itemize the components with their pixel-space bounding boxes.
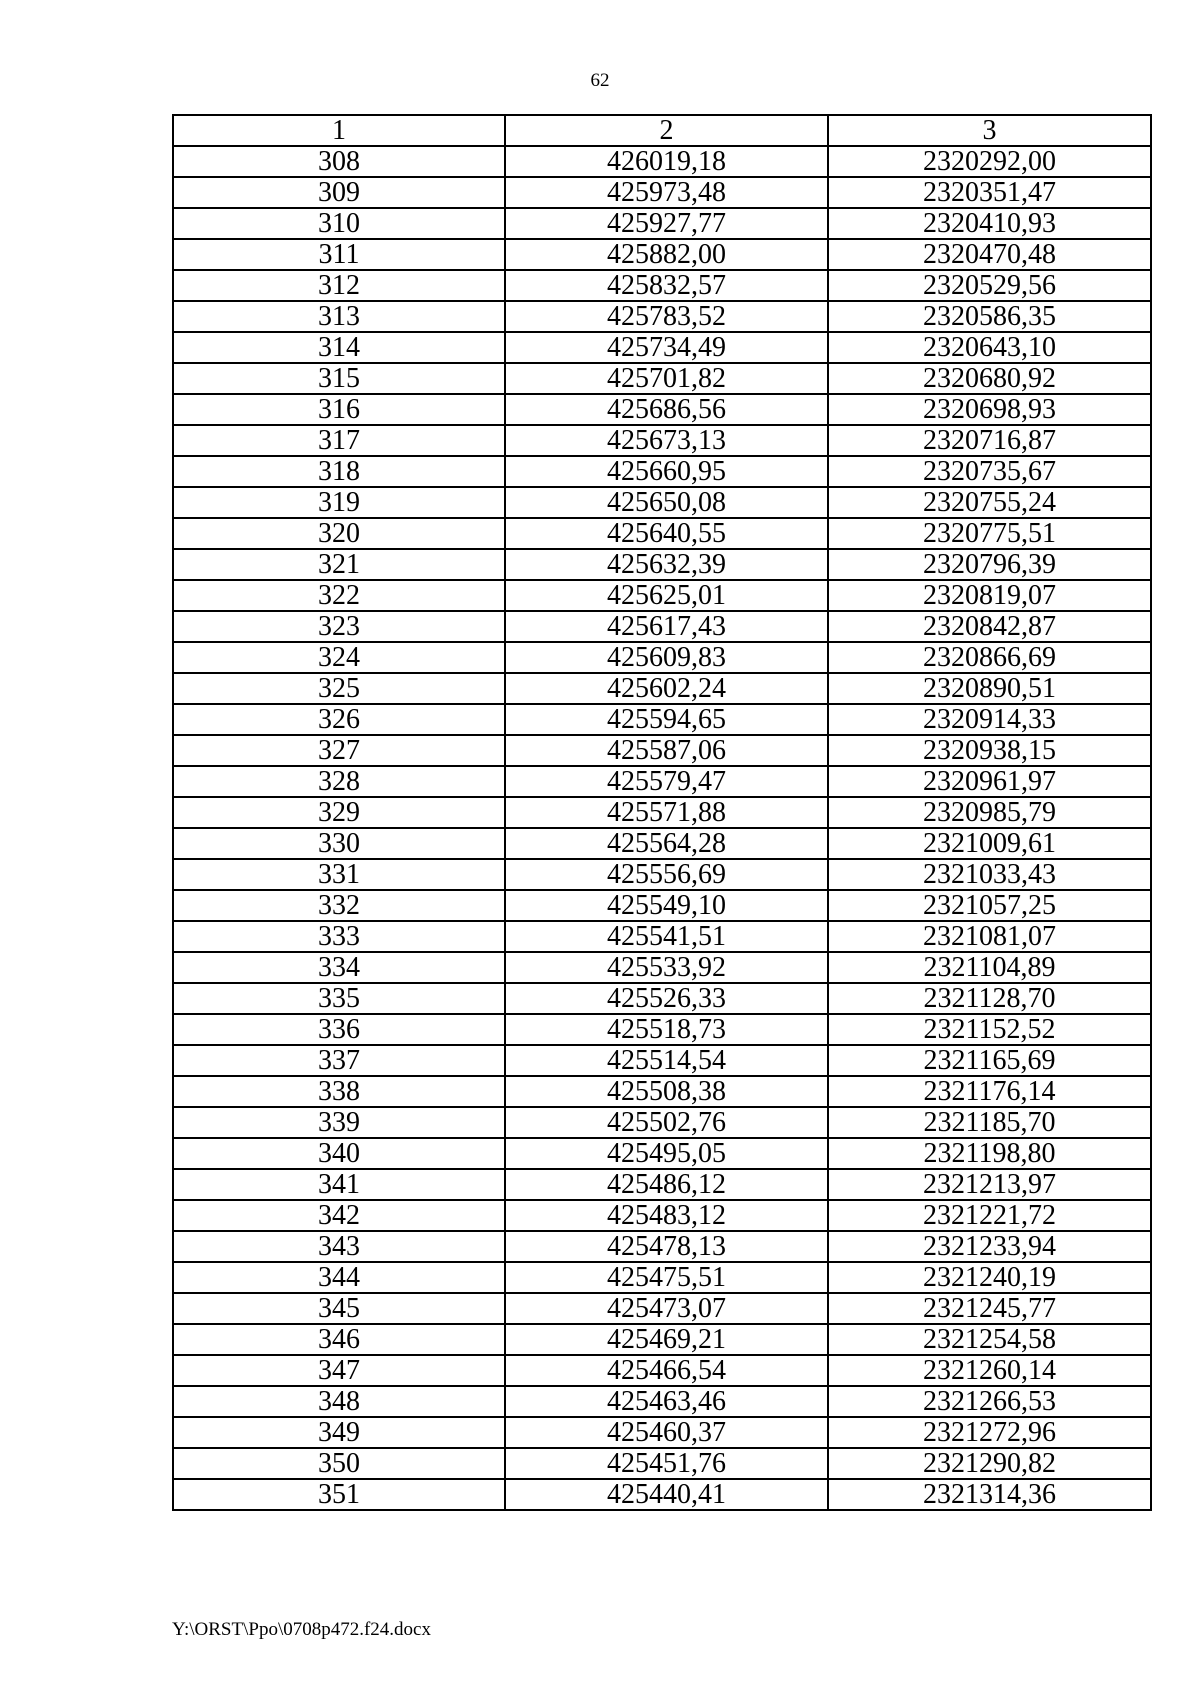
table-row xyxy=(173,270,1151,301)
y-coordinate-cell: 2321290,82 xyxy=(828,1448,1151,1479)
table-row xyxy=(173,859,1151,890)
table-row xyxy=(173,1324,1151,1355)
table-row xyxy=(173,1138,1151,1169)
y-coordinate-cell: 2320842,87 xyxy=(828,611,1151,642)
point-number-cell: 336 xyxy=(173,1014,505,1045)
y-coordinate-cell: 2321266,53 xyxy=(828,1386,1151,1417)
x-coordinate-cell: 425556,69 xyxy=(505,859,828,890)
point-number-cell: 316 xyxy=(173,394,505,425)
y-coordinate-cell: 2321240,19 xyxy=(828,1262,1151,1293)
table-row xyxy=(173,363,1151,394)
point-number-cell: 309 xyxy=(173,177,505,208)
point-number-cell: 334 xyxy=(173,952,505,983)
y-coordinate-cell: 2321128,70 xyxy=(828,983,1151,1014)
y-coordinate-cell: 2320529,56 xyxy=(828,270,1151,301)
point-number-cell: 315 xyxy=(173,363,505,394)
y-coordinate-cell: 2321057,25 xyxy=(828,890,1151,921)
table-row xyxy=(173,1355,1151,1386)
table-row xyxy=(173,549,1151,580)
point-number-cell: 331 xyxy=(173,859,505,890)
x-coordinate-cell: 425440,41 xyxy=(505,1479,828,1510)
y-coordinate-cell: 2321221,72 xyxy=(828,1200,1151,1231)
x-coordinate-cell: 425625,01 xyxy=(505,580,828,611)
point-number-cell: 341 xyxy=(173,1169,505,1200)
point-number-cell: 337 xyxy=(173,1045,505,1076)
y-coordinate-cell: 2320698,93 xyxy=(828,394,1151,425)
point-number-cell: 326 xyxy=(173,704,505,735)
y-coordinate-cell: 2321233,94 xyxy=(828,1231,1151,1262)
point-number-cell: 342 xyxy=(173,1200,505,1231)
point-number-cell: 332 xyxy=(173,890,505,921)
y-coordinate-cell: 2321009,61 xyxy=(828,828,1151,859)
point-number-cell: 329 xyxy=(173,797,505,828)
point-number-cell: 323 xyxy=(173,611,505,642)
point-number-cell: 314 xyxy=(173,332,505,363)
y-coordinate-cell: 2321314,36 xyxy=(828,1479,1151,1510)
page-number: 62 xyxy=(590,70,610,91)
x-coordinate-cell: 425483,12 xyxy=(505,1200,828,1231)
y-coordinate-cell: 2321272,96 xyxy=(828,1417,1151,1448)
x-coordinate-cell: 425832,57 xyxy=(505,270,828,301)
point-number-cell: 344 xyxy=(173,1262,505,1293)
y-coordinate-cell: 2320716,87 xyxy=(828,425,1151,456)
y-coordinate-cell: 2320890,51 xyxy=(828,673,1151,704)
x-coordinate-cell: 425650,08 xyxy=(505,487,828,518)
table-row xyxy=(173,1169,1151,1200)
x-coordinate-cell: 425783,52 xyxy=(505,301,828,332)
x-coordinate-cell: 425451,76 xyxy=(505,1448,828,1479)
x-coordinate-cell: 425640,55 xyxy=(505,518,828,549)
x-coordinate-cell: 425518,73 xyxy=(505,1014,828,1045)
table-row xyxy=(173,332,1151,363)
table-row xyxy=(173,487,1151,518)
table-row xyxy=(173,828,1151,859)
x-coordinate-cell: 425686,56 xyxy=(505,394,828,425)
table-row xyxy=(173,1386,1151,1417)
table-row xyxy=(173,239,1151,270)
y-coordinate-cell: 2320866,69 xyxy=(828,642,1151,673)
point-number-cell: 318 xyxy=(173,456,505,487)
x-coordinate-cell: 425486,12 xyxy=(505,1169,828,1200)
x-coordinate-cell: 425587,06 xyxy=(505,735,828,766)
y-coordinate-cell: 2321254,58 xyxy=(828,1324,1151,1355)
table-row xyxy=(173,1262,1151,1293)
x-coordinate-cell: 425495,05 xyxy=(505,1138,828,1169)
table-row xyxy=(173,394,1151,425)
table-row xyxy=(173,1417,1151,1448)
table-row xyxy=(173,177,1151,208)
table-row xyxy=(173,1448,1151,1479)
y-coordinate-cell: 2320351,47 xyxy=(828,177,1151,208)
table-row xyxy=(173,301,1151,332)
x-coordinate-cell: 425973,48 xyxy=(505,177,828,208)
y-coordinate-cell: 2320819,07 xyxy=(828,580,1151,611)
x-coordinate-cell: 425701,82 xyxy=(505,363,828,394)
point-number-cell: 308 xyxy=(173,146,505,177)
y-coordinate-cell: 2321104,89 xyxy=(828,952,1151,983)
table-row xyxy=(173,1014,1151,1045)
x-coordinate-cell: 425673,13 xyxy=(505,425,828,456)
table-row xyxy=(173,1479,1151,1510)
y-coordinate-cell: 2321176,14 xyxy=(828,1076,1151,1107)
y-coordinate-cell: 2320410,93 xyxy=(828,208,1151,239)
y-coordinate-cell: 2320938,15 xyxy=(828,735,1151,766)
point-number-cell: 339 xyxy=(173,1107,505,1138)
y-coordinate-cell: 2320961,97 xyxy=(828,766,1151,797)
point-number-cell: 324 xyxy=(173,642,505,673)
header-cell-x: 2 xyxy=(505,115,828,146)
point-number-cell: 335 xyxy=(173,983,505,1014)
x-coordinate-cell: 425469,21 xyxy=(505,1324,828,1355)
y-coordinate-cell: 2321165,69 xyxy=(828,1045,1151,1076)
point-number-cell: 319 xyxy=(173,487,505,518)
x-coordinate-cell: 425564,28 xyxy=(505,828,828,859)
table-row xyxy=(173,1107,1151,1138)
point-number-cell: 333 xyxy=(173,921,505,952)
y-coordinate-cell: 2321185,70 xyxy=(828,1107,1151,1138)
y-coordinate-cell: 2321152,52 xyxy=(828,1014,1151,1045)
y-coordinate-cell: 2320985,79 xyxy=(828,797,1151,828)
point-number-cell: 325 xyxy=(173,673,505,704)
point-number-cell: 347 xyxy=(173,1355,505,1386)
x-coordinate-cell: 425473,07 xyxy=(505,1293,828,1324)
x-coordinate-cell: 425475,51 xyxy=(505,1262,828,1293)
x-coordinate-cell: 425508,38 xyxy=(505,1076,828,1107)
y-coordinate-cell: 2320586,35 xyxy=(828,301,1151,332)
x-coordinate-cell: 426019,18 xyxy=(505,146,828,177)
table-row xyxy=(173,1200,1151,1231)
table-row xyxy=(173,921,1151,952)
point-number-cell: 351 xyxy=(173,1479,505,1510)
y-coordinate-cell: 2321260,14 xyxy=(828,1355,1151,1386)
point-number-cell: 350 xyxy=(173,1448,505,1479)
x-coordinate-cell: 425882,00 xyxy=(505,239,828,270)
header-row xyxy=(173,115,1151,146)
table-header xyxy=(173,115,1151,146)
table-row xyxy=(173,890,1151,921)
point-number-cell: 330 xyxy=(173,828,505,859)
point-number-cell: 327 xyxy=(173,735,505,766)
coordinates-table xyxy=(172,114,1152,1511)
table-row xyxy=(173,735,1151,766)
x-coordinate-cell: 425514,54 xyxy=(505,1045,828,1076)
table-row xyxy=(173,456,1151,487)
table-row xyxy=(173,208,1151,239)
table-row xyxy=(173,1076,1151,1107)
x-coordinate-cell: 425602,24 xyxy=(505,673,828,704)
x-coordinate-cell: 425460,37 xyxy=(505,1417,828,1448)
table-row xyxy=(173,1293,1151,1324)
table-row xyxy=(173,611,1151,642)
table-row xyxy=(173,673,1151,704)
x-coordinate-cell: 425632,39 xyxy=(505,549,828,580)
y-coordinate-cell: 2320470,48 xyxy=(828,239,1151,270)
x-coordinate-cell: 425579,47 xyxy=(505,766,828,797)
x-coordinate-cell: 425466,54 xyxy=(505,1355,828,1386)
y-coordinate-cell: 2320914,33 xyxy=(828,704,1151,735)
x-coordinate-cell: 425734,49 xyxy=(505,332,828,363)
point-number-cell: 349 xyxy=(173,1417,505,1448)
x-coordinate-cell: 425617,43 xyxy=(505,611,828,642)
y-coordinate-cell: 2321198,80 xyxy=(828,1138,1151,1169)
table-row xyxy=(173,952,1151,983)
x-coordinate-cell: 425927,77 xyxy=(505,208,828,239)
y-coordinate-cell: 2321033,43 xyxy=(828,859,1151,890)
footer-file-path: Y:\ORST\Ppo\0708p472.f24.docx xyxy=(172,1619,431,1640)
point-number-cell: 338 xyxy=(173,1076,505,1107)
table-body xyxy=(173,146,1151,1510)
point-number-cell: 320 xyxy=(173,518,505,549)
y-coordinate-cell: 2320775,51 xyxy=(828,518,1151,549)
point-number-cell: 346 xyxy=(173,1324,505,1355)
point-number-cell: 310 xyxy=(173,208,505,239)
y-coordinate-cell: 2320680,92 xyxy=(828,363,1151,394)
y-coordinate-cell: 2320755,24 xyxy=(828,487,1151,518)
x-coordinate-cell: 425594,65 xyxy=(505,704,828,735)
point-number-cell: 340 xyxy=(173,1138,505,1169)
table-row xyxy=(173,983,1151,1014)
y-coordinate-cell: 2321245,77 xyxy=(828,1293,1151,1324)
x-coordinate-cell: 425660,95 xyxy=(505,456,828,487)
table-row xyxy=(173,146,1151,177)
point-number-cell: 311 xyxy=(173,239,505,270)
point-number-cell: 343 xyxy=(173,1231,505,1262)
y-coordinate-cell: 2320735,67 xyxy=(828,456,1151,487)
x-coordinate-cell: 425533,92 xyxy=(505,952,828,983)
table-row xyxy=(173,580,1151,611)
x-coordinate-cell: 425549,10 xyxy=(505,890,828,921)
point-number-cell: 321 xyxy=(173,549,505,580)
point-number-cell: 312 xyxy=(173,270,505,301)
point-number-cell: 313 xyxy=(173,301,505,332)
y-coordinate-cell: 2321213,97 xyxy=(828,1169,1151,1200)
x-coordinate-cell: 425541,51 xyxy=(505,921,828,952)
table-row xyxy=(173,1231,1151,1262)
table-row xyxy=(173,518,1151,549)
table-row xyxy=(173,797,1151,828)
y-coordinate-cell: 2321081,07 xyxy=(828,921,1151,952)
x-coordinate-cell: 425526,33 xyxy=(505,983,828,1014)
point-number-cell: 345 xyxy=(173,1293,505,1324)
x-coordinate-cell: 425463,46 xyxy=(505,1386,828,1417)
x-coordinate-cell: 425571,88 xyxy=(505,797,828,828)
point-number-cell: 328 xyxy=(173,766,505,797)
table-row xyxy=(173,1045,1151,1076)
table-row xyxy=(173,425,1151,456)
y-coordinate-cell: 2320292,00 xyxy=(828,146,1151,177)
point-number-cell: 322 xyxy=(173,580,505,611)
header-cell-y: 3 xyxy=(828,115,1151,146)
point-number-cell: 348 xyxy=(173,1386,505,1417)
y-coordinate-cell: 2320643,10 xyxy=(828,332,1151,363)
table-row xyxy=(173,642,1151,673)
x-coordinate-cell: 425502,76 xyxy=(505,1107,828,1138)
table-row xyxy=(173,704,1151,735)
point-number-cell: 317 xyxy=(173,425,505,456)
y-coordinate-cell: 2320796,39 xyxy=(828,549,1151,580)
table-row xyxy=(173,766,1151,797)
header-cell-point: 1 xyxy=(173,115,505,146)
x-coordinate-cell: 425609,83 xyxy=(505,642,828,673)
x-coordinate-cell: 425478,13 xyxy=(505,1231,828,1262)
